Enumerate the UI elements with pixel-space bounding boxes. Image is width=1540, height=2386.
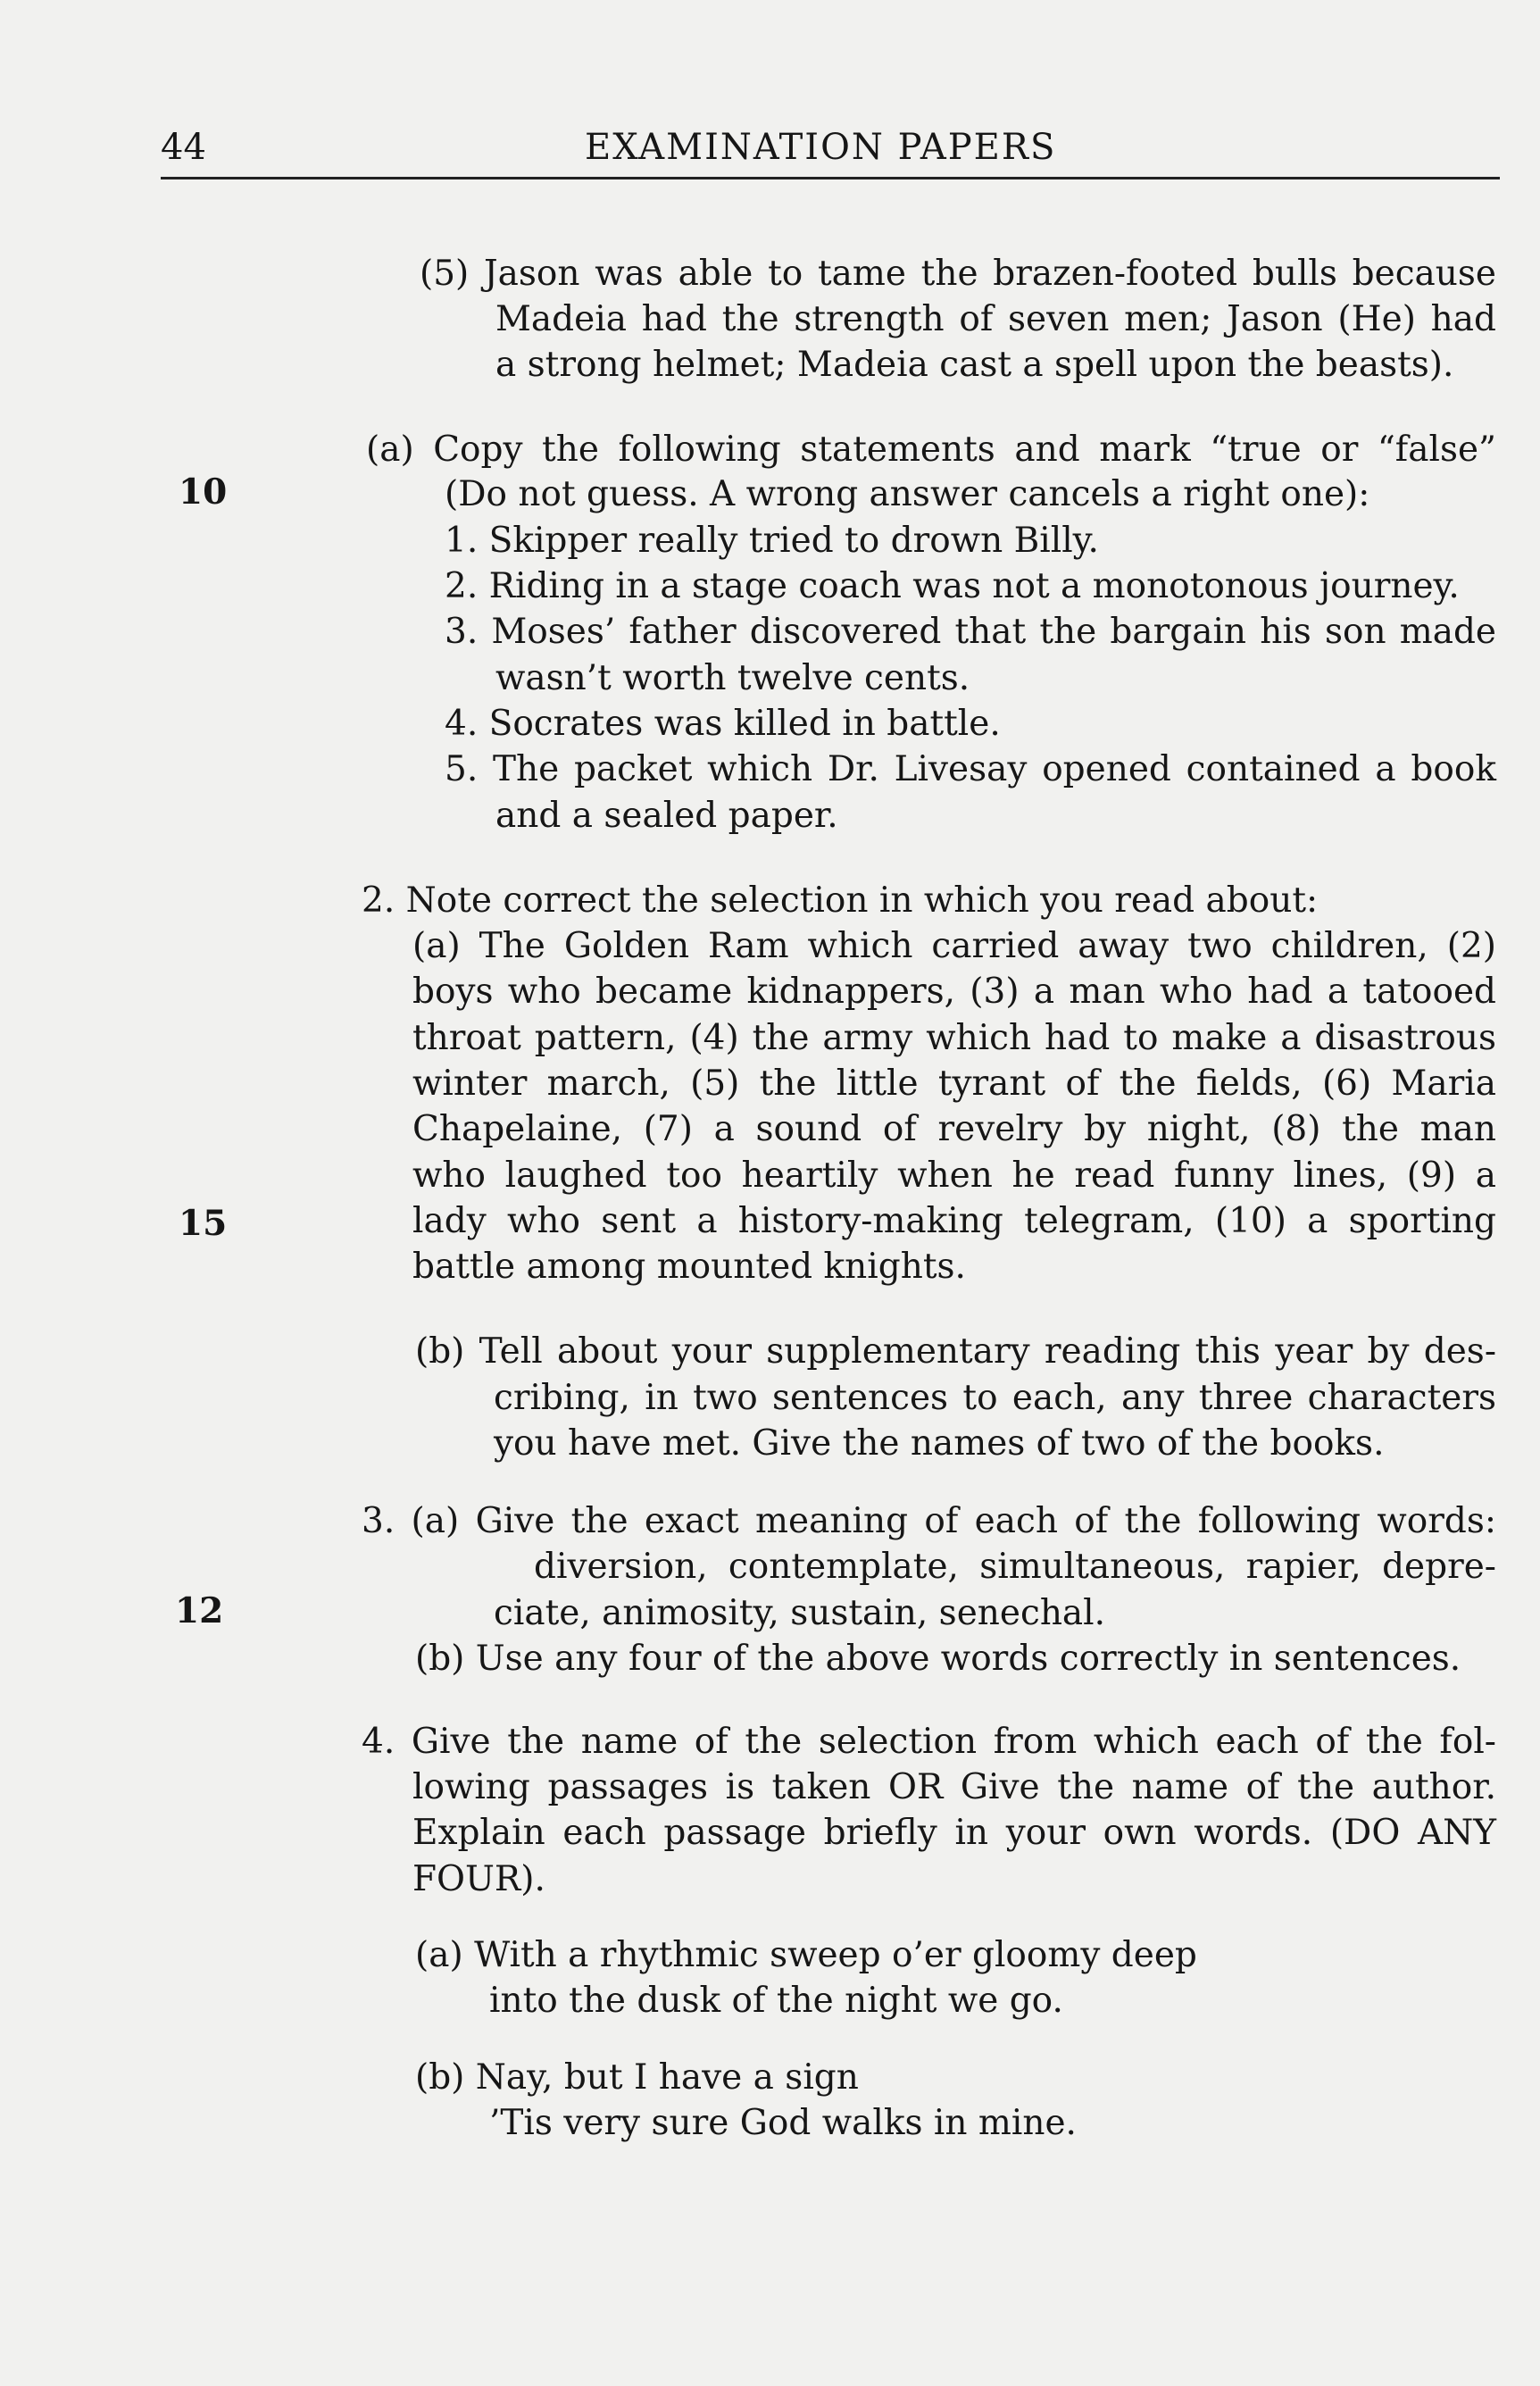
text-line: 2. Riding in a stage coach was not a monotonous journey. [445,566,1460,606]
text-line: Explain each passage briefly in your own words. (DO ANY [412,1813,1496,1853]
text-line: (b) Nay, but I have a sign [415,2057,859,2098]
text-line: lowing passages is taken OR Give the name of the author. [412,1767,1496,1807]
text-line: and a sealed paper. [495,796,838,836]
text-line: boys who became kidnappers, (3) a man who had a tatooed [412,972,1496,1012]
text-line: battle among mounted knights. [412,1247,966,1287]
text-line: (5) Jason was able to tame the brazen-footed bulls because [420,254,1496,294]
text-line: winter march, (5) the little tyrant of the fields, (6) Maria [412,1064,1496,1104]
text-line: 3. (a) Give the exact meaning of each of the following words: [362,1501,1496,1541]
text-line: 4. Socrates was killed in battle. [445,704,1001,744]
text-line: 1. Skipper really tried to drown Billy. [445,521,1099,561]
text-line: cribing, in two sentences to each, any three characters [494,1378,1496,1418]
text-line: lady who sent a history-making telegram, (10) a sporting [412,1201,1496,1241]
text-line: ’Tis very sure God walks in mine. [489,2103,1077,2143]
text-line: Chapelaine, (7) a sound of revelry by night, (8) the man [412,1109,1496,1149]
text-line: (Do not guess. A wrong answer cancels a right one): [445,474,1370,514]
text-line: Madeia had the strength of seven men; Jason (He) had [495,299,1496,339]
text-line: 5. The packet which Dr. Livesay opened contained a book [445,749,1496,789]
text-line: diversion, contemplate, simultaneous, rapier, depre- [534,1547,1496,1587]
text-line: (a) Copy the following statements and mark “true or “false” [366,430,1496,470]
text-line: 3. Moses’ father discovered that the bargain his son made [445,612,1496,652]
text-line: ciate, animosity, sustain, senechal. [494,1593,1106,1633]
text-line: (b) Use any four of the above words correctly in sentences. [415,1639,1461,1679]
text-line: a strong helmet; Madeia cast a spell upon the beasts). [495,345,1454,385]
page-header-title: EXAMINATION PAPERS [585,127,1057,168]
margin-mark: 15 [179,1203,228,1244]
margin-mark: 10 [179,471,228,513]
text-line: into the dusk of the night we go. [489,1981,1063,2021]
page-number: 44 [161,127,206,168]
text-line: (a) The Golden Ram which carried away two children, (2) [412,926,1496,966]
text-line: (a) With a rhythmic sweep o’er gloomy deep [415,1935,1197,1975]
text-line: wasn’t worth twelve cents. [495,658,970,698]
header-rule [161,177,1500,179]
text-line: 4. Give the name of the selection from which each of the fol- [362,1722,1496,1762]
text-line: FOUR). [412,1859,545,1899]
margin-mark: 12 [175,1590,224,1631]
text-line: throat pattern, (4) the army which had to make a disastrous [412,1018,1496,1058]
text-line: (b) Tell about your supplementary reading this year by des- [415,1331,1496,1372]
text-line: 2. Note correct the selection in which you read about: [362,880,1319,921]
text-line: you have met. Give the names of two of the books. [494,1423,1385,1464]
text-line: who laughed too heartily when he read funny lines, (9) a [412,1155,1496,1196]
